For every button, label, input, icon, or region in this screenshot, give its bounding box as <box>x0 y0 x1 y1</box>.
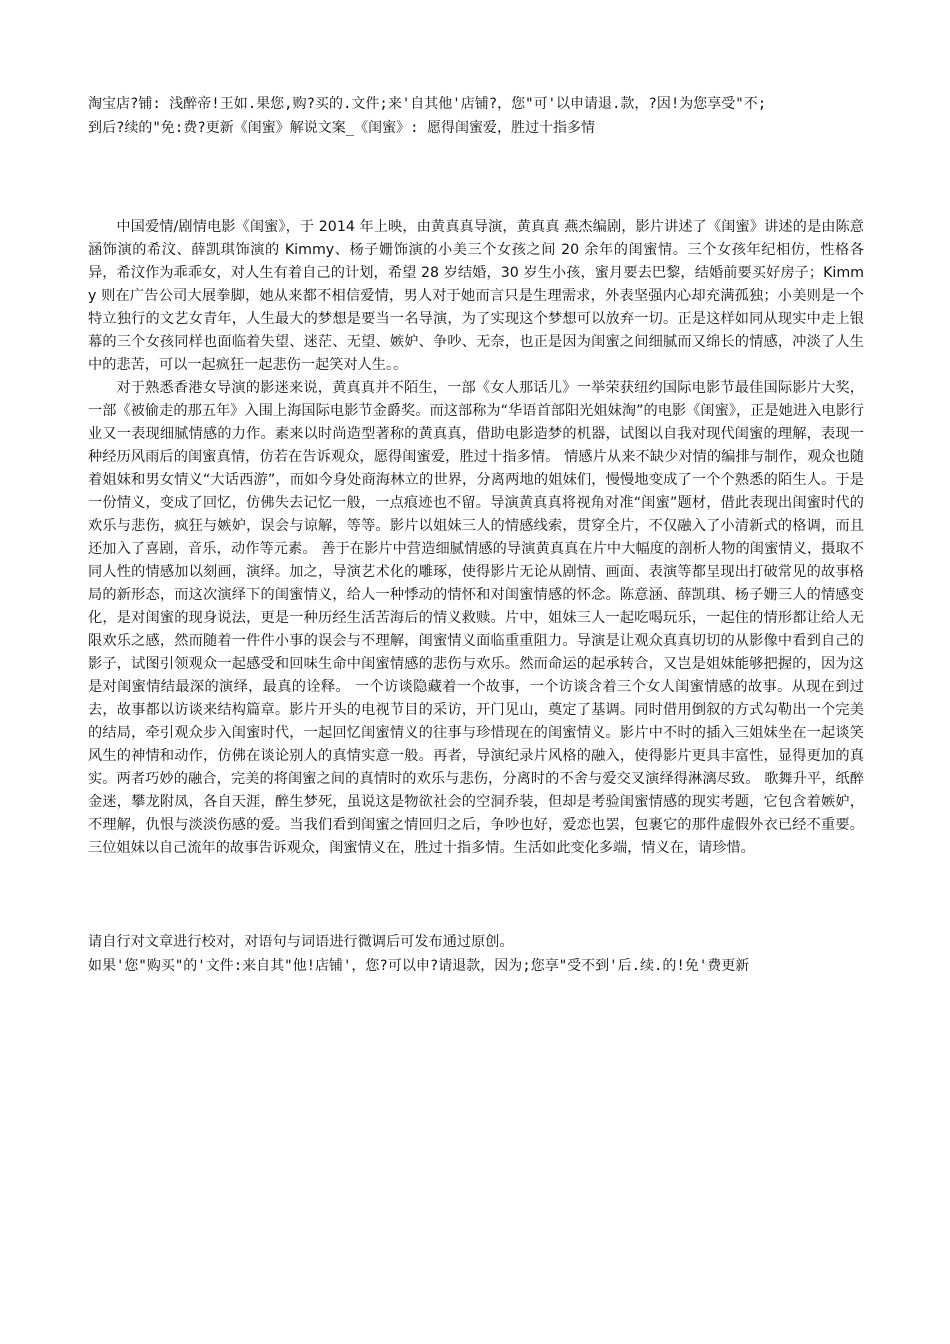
footer-line-2: 如果'您"购买"的'文件:来自其"他!店铺'，您?可以申?请退款，因为;您享"受不到'后.续.的!免'费更新 <box>88 958 750 974</box>
body-paragraph-1: 中国爱情/剧情电影《闺蜜》，于 2014 年上映，由黄真真导演，黄真真 燕杰编剧，影片讲述了《闺蜜》讲述的是由陈意涵饰演的希汶、薛凯琪饰演的 Kimmy、杨子姗饰演的小美三个女孩之间 20 余年的闺蜜情。三个女孩年纪相仿，性格各异，希汶作为乖乖女，对人生有着自己的计划，希望 28 岁结婚，30 岁生小孩，蜜月要去巴黎，结婚前要买好房子；Kimmy 则在广告公司大展拳脚，她从来都不相信爱情，男人对于她而言只是生理需求，外表坚强内心却充满孤独；小美则是一个特立独行的文艺女青年，人生最大的梦想是要当一名导演，为了实现这个梦想可以放弃一切。正是这样如同从现实中走上银幕的三个女孩同样也面临着失望、迷茫、无望、嫉妒、争吵、无奈，也正是因为闺蜜之间细腻而又绵长的情感，冲淡了人生中的悲苦，可以一起疯狂一起悲伤一起笑对人生。。 <box>88 219 864 373</box>
document-body <box>88 216 864 860</box>
document-page <box>88 92 864 978</box>
document-header <box>88 92 864 140</box>
document-footer <box>88 930 864 978</box>
header-line-1: 淘宝店?铺: 浅醉帝!王如.果您,购?买的.文件;来'自其他'店铺?，您"可'以申请退.款，?因!为您享受"不; <box>88 96 767 112</box>
header-line-2: 到后?续的"免:费?更新《闺蜜》解说文案_《闺蜜》: 愿得闺蜜爱，胜过十指多情 <box>88 120 595 136</box>
footer-line-1: 请自行对文章进行校对，对语句与词语进行微调后可发布通过原创。 <box>88 934 514 950</box>
body-paragraph-2: 对于熟悉香港女导演的影迷来说，黄真真并不陌生，一部《女人那话儿》一举荣获纽约国际电影节最佳国际影片大奖，一部《被偷走的那五年》入围上海国际电影节金爵奖。而这部称为“华语首部阳光姐妹淘”的电影《闺蜜》，正是她进入电影行业又一表现细腻情感的力作。素来以时尚造型著称的黄真真，借助电影造梦的机器，试图以自我对现代闺蜜的理解，表现一种经历风雨后的闺蜜真情，仿若在告诉观众，愿得闺蜜爱，胜过十指多情。 情感片从来不缺少对情的编排与制作，观众也随着姐妹和男女情义“大话西游”，而如今身处商海林立的世界，分离两地的姐妹们，慢慢地变成了一个个熟悉的陌生人。于是一份情义，变成了回忆，仿佛失去记忆一般，一点痕迹也不留。导演黄真真将视角对准“闺蜜”题材，借此表现出闺蜜时代的欢乐与悲伤，疯狂与嫉妒，误会与谅解，等等。影片以姐妹三人的情感线索，贯穿全片，不仅融入了小清新式的格调，而且还加入了喜剧，音乐，动作等元素。 善于在影片中营造细腻情感的导演黄真真在片中大幅度的剖析人物的闺蜜情义，摄取不同人性的情感加以刻画，演绎。加之，导演艺术化的雕琢，使得影片无论从剧情、画面、表演等都呈现出打破常见的故事格局的新形态，而这次演绎下的闺蜜情义，给人一种悸动的情怀和对闺蜜情感的怀念。陈意涵、薛凯琪、杨子姗三人的情感变化，是对闺蜜的现身说法，更是一种历经生活苦海后的情义救赎。片中，姐妹三人一起吃喝玩乐，一起住的情形都让给人无限欢乐之感，然而随着一件件小事的误会与不理解，闺蜜情义面临重重阻力。导演是让观众真真切切的从影像中看到自己的影子，试图引领观众一起感受和回味生命中闺蜜情感的悲伤与欢乐。然而命运的起承转合，又岂是姐妹能够把握的，因为这是对闺蜜情结最深的演绎，最真的诠释。 一个访谈隐藏着一个故事，一个访谈含着三个女人闺蜜情感的故事。从现在到过去，故事都以访谈来结构篇章。影片开头的电视节目的采访，开门见山，奠定了基调。同时借用倒叙的方式勾勒出一个完美的结局，牵引观众步入闺蜜时代，一起回忆闺蜜情义的往事与珍惜现在的闺蜜情义。影片中不时的插入三姐妹坐在一起谈笑风生的神情和动作，仿佛在谈论别人的真情实意一般。再者，导演纪录片风格的融入，使得影片更具丰富性，显得更加的真实。两者巧妙的融合，完美的将闺蜜之间的真情时的欢乐与悲伤，分离时的不舍与爱交叉演绎得淋漓尽致。 歌舞升平，纸醉金迷，攀龙附凤，各自天涯，醉生梦死，虽说这是物欲社会的空洞乔装，但却是考验闺蜜情感的现实考题，它包含着嫉妒，不理解，仇恨与淡淡伤感的爱。当我们看到闺蜜之情回归之后，争吵也好，爱恋也罢，包裹它的那件虚假外衣已经不重要。三位姐妹以自己流年的故事告诉观众，闺蜜情义在，胜过十指多情。生活如此变化多端，情义在，请珍惜。 <box>88 380 864 856</box>
